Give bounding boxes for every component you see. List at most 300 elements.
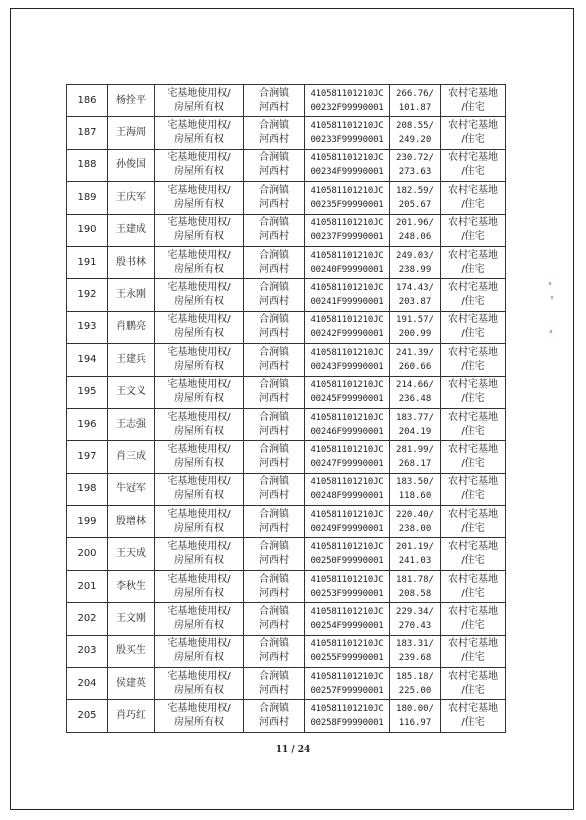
owner-name-cell <box>108 149 155 181</box>
location-text: 河西村 <box>259 101 289 113</box>
right-type-text: 房屋所有权 <box>174 134 224 146</box>
row-number-cell <box>67 376 108 408</box>
row-number-cell <box>67 603 108 635</box>
row-number-cell <box>67 344 108 376</box>
area-cell <box>390 570 441 602</box>
unit-code-text: 00258F99990001 <box>310 718 384 729</box>
right-type-text: 宅基地使用权/ <box>167 249 231 261</box>
owner-name-text: 殷买生 <box>116 645 146 657</box>
area-text: 203.87 <box>398 297 432 308</box>
usage-text: 农村宅基地 <box>448 314 498 326</box>
right-type-text: 房屋所有权 <box>174 425 224 437</box>
location-text: 河西村 <box>259 393 289 405</box>
area-text: 182.59/ <box>396 185 434 196</box>
location-cell <box>244 570 305 602</box>
row-number-cell <box>67 279 108 311</box>
row-number-text: 201 <box>77 580 97 592</box>
area-text: 225.00 <box>398 685 432 696</box>
area-text: 241.03 <box>398 556 432 567</box>
right-type-cell <box>155 214 244 246</box>
usage-cell <box>441 246 506 278</box>
right-type-text: 宅基地使用权/ <box>167 443 231 455</box>
right-type-cell <box>155 85 244 117</box>
table-row <box>67 408 506 440</box>
location-cell <box>244 473 305 505</box>
location-text: 河西村 <box>259 457 289 469</box>
location-text: 河西村 <box>259 619 289 631</box>
owner-name-text: 牛冠军 <box>116 483 146 495</box>
unit-code-text: 00246F99990001 <box>310 426 384 437</box>
area-text: 281.99/ <box>396 444 434 455</box>
area-text: 183.77/ <box>396 412 434 423</box>
right-type-text: 房屋所有权 <box>174 522 224 534</box>
usage-text: /住宅 <box>461 360 485 372</box>
unit-code-text: 00245F99990001 <box>310 394 384 405</box>
usage-cell <box>441 668 506 700</box>
usage-text: 农村宅基地 <box>448 249 498 261</box>
table-row <box>67 506 506 538</box>
usage-cell <box>441 700 506 732</box>
row-number-text: 203 <box>77 645 97 657</box>
usage-text: 农村宅基地 <box>448 184 498 196</box>
usage-text: /住宅 <box>461 652 485 664</box>
area-cell <box>390 473 441 505</box>
scan-mark <box>551 296 553 299</box>
right-type-text: 宅基地使用权/ <box>167 282 231 294</box>
area-text: 180.00/ <box>396 704 434 715</box>
location-text: 河西村 <box>259 490 289 502</box>
unit-code-text: 410581101210JC <box>310 412 384 423</box>
table-row <box>67 441 506 473</box>
area-cell <box>390 441 441 473</box>
usage-text: /住宅 <box>461 166 485 178</box>
location-text: 合涧镇 <box>259 670 289 682</box>
row-number-text: 186 <box>77 94 97 106</box>
unit-code-text: 00249F99990001 <box>310 523 384 534</box>
usage-text: 农村宅基地 <box>448 346 498 358</box>
owner-name-text: 殷增林 <box>116 515 146 527</box>
unit-code-cell <box>305 311 390 343</box>
location-text: 合涧镇 <box>259 217 289 229</box>
right-type-text: 宅基地使用权/ <box>167 314 231 326</box>
unit-code-text: 410581101210JC <box>310 380 384 391</box>
owner-name-text: 肖巧红 <box>116 710 146 722</box>
unit-code-text: 410581101210JC <box>310 250 384 261</box>
unit-code-cell <box>305 117 390 149</box>
unit-code-text: 00240F99990001 <box>310 264 384 275</box>
owner-name-text: 孙俊国 <box>116 159 146 171</box>
location-text: 河西村 <box>259 587 289 599</box>
row-number-cell <box>67 441 108 473</box>
row-number-text: 197 <box>77 450 97 462</box>
table-row <box>67 246 506 278</box>
page-number: 11 / 24 <box>275 745 311 755</box>
row-number-cell <box>67 506 108 538</box>
unit-code-text: 410581101210JC <box>310 542 384 553</box>
area-cell <box>390 668 441 700</box>
location-cell <box>244 603 305 635</box>
unit-code-text: 00247F99990001 <box>310 458 384 469</box>
location-cell <box>244 376 305 408</box>
row-number-cell <box>67 311 108 343</box>
row-number-text: 189 <box>77 191 97 203</box>
area-text: 241.39/ <box>396 347 434 358</box>
area-text: 116.97 <box>398 718 432 729</box>
area-cell <box>390 344 441 376</box>
unit-code-text: 00255F99990001 <box>310 653 384 664</box>
area-cell <box>390 506 441 538</box>
area-cell <box>390 603 441 635</box>
right-type-text: 房屋所有权 <box>174 684 224 696</box>
table-row <box>67 570 506 602</box>
usage-text: /住宅 <box>461 134 485 146</box>
usage-text: 农村宅基地 <box>448 541 498 553</box>
location-cell <box>244 279 305 311</box>
area-cell <box>390 182 441 214</box>
unit-code-cell <box>305 344 390 376</box>
area-text: 273.63 <box>398 167 432 178</box>
usage-cell <box>441 635 506 667</box>
area-cell <box>390 635 441 667</box>
unit-code-text: 410581101210JC <box>310 639 384 650</box>
location-text: 合涧镇 <box>259 411 289 423</box>
location-text: 合涧镇 <box>259 249 289 261</box>
usage-cell <box>441 506 506 538</box>
usage-text: /住宅 <box>461 587 485 599</box>
unit-code-text: 410581101210JC <box>310 153 384 164</box>
usage-cell <box>441 344 506 376</box>
right-type-cell <box>155 408 244 440</box>
owner-name-cell <box>108 700 155 732</box>
usage-text: /住宅 <box>461 328 485 340</box>
owner-name-text: 王志强 <box>116 418 146 430</box>
unit-code-cell <box>305 246 390 278</box>
area-text: 191.57/ <box>396 315 434 326</box>
right-type-text: 房屋所有权 <box>174 555 224 567</box>
usage-text: /住宅 <box>461 231 485 243</box>
location-text: 合涧镇 <box>259 87 289 99</box>
table-row <box>67 279 506 311</box>
table-row <box>67 182 506 214</box>
usage-cell <box>441 408 506 440</box>
right-type-text: 房屋所有权 <box>174 652 224 664</box>
location-text: 合涧镇 <box>259 282 289 294</box>
unit-code-cell <box>305 279 390 311</box>
row-number-text: 193 <box>77 321 97 333</box>
location-cell <box>244 344 305 376</box>
usage-text: /住宅 <box>461 101 485 113</box>
area-text: 101.87 <box>398 102 432 113</box>
unit-code-text: 410581101210JC <box>310 509 384 520</box>
right-type-cell <box>155 344 244 376</box>
owner-name-cell <box>108 668 155 700</box>
unit-code-text: 00253F99990001 <box>310 588 384 599</box>
usage-text: /住宅 <box>461 198 485 210</box>
right-type-cell <box>155 635 244 667</box>
row-number-text: 195 <box>77 386 97 398</box>
usage-text: /住宅 <box>461 717 485 729</box>
area-text: 236.48 <box>398 394 432 405</box>
location-text: 合涧镇 <box>259 184 289 196</box>
row-number-cell <box>67 700 108 732</box>
usage-text: 农村宅基地 <box>448 282 498 294</box>
row-number-text: 198 <box>77 483 97 495</box>
location-text: 河西村 <box>259 555 289 567</box>
area-cell <box>390 376 441 408</box>
usage-cell <box>441 182 506 214</box>
area-text: 183.31/ <box>396 639 434 650</box>
right-type-text: 宅基地使用权/ <box>167 508 231 520</box>
row-number-cell <box>67 117 108 149</box>
owner-name-cell <box>108 311 155 343</box>
table-row <box>67 214 506 246</box>
area-text: 205.67 <box>398 199 432 210</box>
area-text: 270.43 <box>398 620 432 631</box>
usage-cell <box>441 311 506 343</box>
usage-cell <box>441 279 506 311</box>
area-text: 238.99 <box>398 264 432 275</box>
location-cell <box>244 668 305 700</box>
right-type-text: 房屋所有权 <box>174 263 224 275</box>
unit-code-cell <box>305 408 390 440</box>
usage-text: 农村宅基地 <box>448 217 498 229</box>
registration-table <box>66 84 506 733</box>
owner-name-text: 王天成 <box>116 548 146 560</box>
usage-text: 农村宅基地 <box>448 605 498 617</box>
row-number-text: 204 <box>77 677 97 689</box>
usage-text: /住宅 <box>461 490 485 502</box>
owner-name-cell <box>108 441 155 473</box>
right-type-cell <box>155 376 244 408</box>
location-text: 河西村 <box>259 296 289 308</box>
table-row <box>67 311 506 343</box>
right-type-cell <box>155 538 244 570</box>
row-number-cell <box>67 635 108 667</box>
row-number-text: 202 <box>77 612 97 624</box>
right-type-cell <box>155 311 244 343</box>
location-cell <box>244 700 305 732</box>
area-text: 201.19/ <box>396 542 434 553</box>
right-type-cell <box>155 506 244 538</box>
area-cell <box>390 85 441 117</box>
location-cell <box>244 149 305 181</box>
unit-code-cell <box>305 538 390 570</box>
location-text: 合涧镇 <box>259 120 289 132</box>
area-text: 200.99 <box>398 329 432 340</box>
table-row <box>67 635 506 667</box>
right-type-text: 房屋所有权 <box>174 360 224 372</box>
row-number-text: 190 <box>77 224 97 236</box>
area-text: 185.18/ <box>396 671 434 682</box>
table-row <box>67 603 506 635</box>
right-type-text: 宅基地使用权/ <box>167 605 231 617</box>
unit-code-text: 410581101210JC <box>310 315 384 326</box>
scan-mark <box>550 330 552 333</box>
usage-cell <box>441 117 506 149</box>
area-text: 230.72/ <box>396 153 434 164</box>
unit-code-text: 410581101210JC <box>310 671 384 682</box>
location-text: 合涧镇 <box>259 379 289 391</box>
location-text: 合涧镇 <box>259 573 289 585</box>
location-text: 合涧镇 <box>259 508 289 520</box>
location-cell <box>244 246 305 278</box>
right-type-text: 宅基地使用权/ <box>167 120 231 132</box>
right-type-text: 宅基地使用权/ <box>167 541 231 553</box>
table-row <box>67 668 506 700</box>
right-type-text: 宅基地使用权/ <box>167 184 231 196</box>
unit-code-text: 00232F99990001 <box>310 102 384 113</box>
location-cell <box>244 441 305 473</box>
owner-name-text: 王建兵 <box>116 353 146 365</box>
usage-text: 农村宅基地 <box>448 573 498 585</box>
unit-code-cell <box>305 85 390 117</box>
location-cell <box>244 85 305 117</box>
area-cell <box>390 149 441 181</box>
unit-code-cell <box>305 570 390 602</box>
unit-code-text: 00233F99990001 <box>310 135 384 146</box>
owner-name-text: 王文义 <box>116 386 146 398</box>
row-number-cell <box>67 85 108 117</box>
table-row <box>67 473 506 505</box>
unit-code-cell <box>305 506 390 538</box>
unit-code-text: 410581101210JC <box>310 283 384 294</box>
unit-code-text: 00237F99990001 <box>310 232 384 243</box>
right-type-cell <box>155 246 244 278</box>
usage-text: 农村宅基地 <box>448 443 498 455</box>
right-type-cell <box>155 668 244 700</box>
area-text: 214.66/ <box>396 380 434 391</box>
location-text: 河西村 <box>259 684 289 696</box>
right-type-cell <box>155 570 244 602</box>
right-type-text: 房屋所有权 <box>174 393 224 405</box>
usage-cell <box>441 570 506 602</box>
right-type-text: 宅基地使用权/ <box>167 573 231 585</box>
owner-name-cell <box>108 570 155 602</box>
row-number-cell <box>67 182 108 214</box>
location-text: 合涧镇 <box>259 638 289 650</box>
area-text: 249.03/ <box>396 250 434 261</box>
area-text: 239.68 <box>398 653 432 664</box>
usage-text: /住宅 <box>461 555 485 567</box>
right-type-text: 房屋所有权 <box>174 166 224 178</box>
right-type-text: 房屋所有权 <box>174 619 224 631</box>
unit-code-text: 00234F99990001 <box>310 167 384 178</box>
unit-code-text: 410581101210JC <box>310 444 384 455</box>
right-type-cell <box>155 182 244 214</box>
usage-text: 农村宅基地 <box>448 87 498 99</box>
unit-code-text: 410581101210JC <box>310 121 384 132</box>
usage-text: /住宅 <box>461 263 485 275</box>
row-number-text: 188 <box>77 159 97 171</box>
location-text: 合涧镇 <box>259 703 289 715</box>
unit-code-text: 410581101210JC <box>310 477 384 488</box>
location-text: 合涧镇 <box>259 152 289 164</box>
row-number-cell <box>67 149 108 181</box>
area-text: 238.00 <box>398 523 432 534</box>
row-number-text: 196 <box>77 418 97 430</box>
owner-name-text: 王建成 <box>116 224 146 236</box>
right-type-text: 宅基地使用权/ <box>167 476 231 488</box>
row-number-cell <box>67 570 108 602</box>
row-number-cell <box>67 408 108 440</box>
owner-name-text: 王永刚 <box>116 289 146 301</box>
location-text: 合涧镇 <box>259 605 289 617</box>
right-type-text: 宅基地使用权/ <box>167 638 231 650</box>
owner-name-text: 王庆军 <box>116 191 146 203</box>
row-number-text: 194 <box>77 353 97 365</box>
right-type-text: 房屋所有权 <box>174 587 224 599</box>
location-text: 河西村 <box>259 134 289 146</box>
usage-text: 农村宅基地 <box>448 670 498 682</box>
unit-code-cell <box>305 149 390 181</box>
right-type-text: 房屋所有权 <box>174 457 224 469</box>
owner-name-cell <box>108 182 155 214</box>
table-row <box>67 700 506 732</box>
owner-name-text: 肖鹏亮 <box>116 321 146 333</box>
owner-name-cell <box>108 603 155 635</box>
area-cell <box>390 246 441 278</box>
right-type-text: 宅基地使用权/ <box>167 217 231 229</box>
usage-cell <box>441 538 506 570</box>
table-row <box>67 344 506 376</box>
row-number-text: 200 <box>77 548 97 560</box>
location-text: 合涧镇 <box>259 476 289 488</box>
unit-code-text: 00257F99990001 <box>310 685 384 696</box>
unit-code-text: 410581101210JC <box>310 347 384 358</box>
location-cell <box>244 635 305 667</box>
usage-text: 农村宅基地 <box>448 152 498 164</box>
unit-code-cell <box>305 376 390 408</box>
row-number-cell <box>67 214 108 246</box>
location-text: 合涧镇 <box>259 443 289 455</box>
scan-mark <box>549 282 551 285</box>
row-number-text: 199 <box>77 515 97 527</box>
location-text: 河西村 <box>259 652 289 664</box>
right-type-text: 房屋所有权 <box>174 296 224 308</box>
area-text: 183.50/ <box>396 477 434 488</box>
area-text: 260.66 <box>398 361 432 372</box>
usage-cell <box>441 214 506 246</box>
right-type-cell <box>155 117 244 149</box>
unit-code-text: 00242F99990001 <box>310 329 384 340</box>
right-type-cell <box>155 149 244 181</box>
usage-text: 农村宅基地 <box>448 379 498 391</box>
location-text: 河西村 <box>259 328 289 340</box>
usage-text: 农村宅基地 <box>448 703 498 715</box>
area-text: 248.06 <box>398 232 432 243</box>
usage-cell <box>441 85 506 117</box>
owner-name-cell <box>108 246 155 278</box>
row-number-cell <box>67 473 108 505</box>
unit-code-text: 410581101210JC <box>310 218 384 229</box>
usage-cell <box>441 376 506 408</box>
location-text: 河西村 <box>259 166 289 178</box>
area-text: 268.17 <box>398 458 432 469</box>
right-type-text: 宅基地使用权/ <box>167 346 231 358</box>
location-cell <box>244 182 305 214</box>
owner-name-cell <box>108 506 155 538</box>
area-text: 220.40/ <box>396 509 434 520</box>
usage-text: 农村宅基地 <box>448 476 498 488</box>
right-type-text: 宅基地使用权/ <box>167 411 231 423</box>
right-type-text: 房屋所有权 <box>174 231 224 243</box>
location-text: 河西村 <box>259 425 289 437</box>
right-type-cell <box>155 441 244 473</box>
unit-code-text: 00248F99990001 <box>310 491 384 502</box>
location-text: 河西村 <box>259 717 289 729</box>
area-text: 118.60 <box>398 491 432 502</box>
area-text: 229.34/ <box>396 606 434 617</box>
